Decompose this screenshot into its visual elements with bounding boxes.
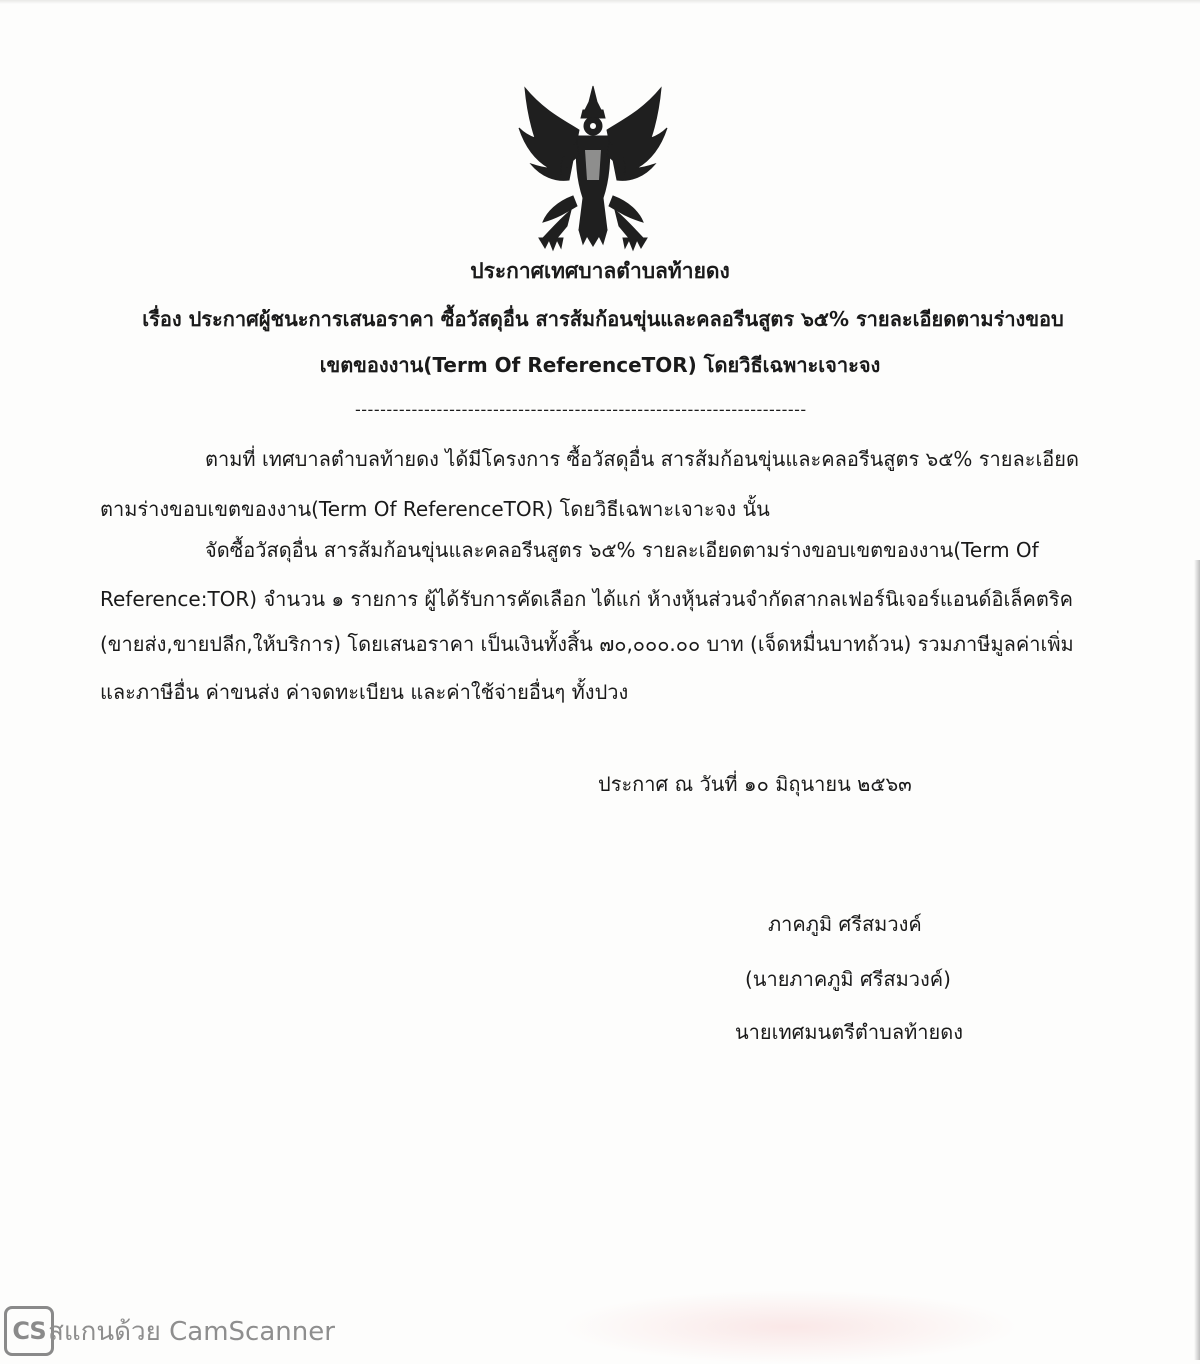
announcement-title: ประกาศเทศบาลตำบลท้ายดง	[470, 259, 730, 283]
camscanner-logo-icon: CS	[4, 1306, 54, 1356]
paragraph-2-line-1: จัดซื้อวัสดุอื่น สารส้มก้อนขุ่นและคลอรีนสูตร ๖๕% รายละเอียดตามร่างขอบเขตของงาน(Term Of	[205, 538, 1039, 562]
separator-line: ------------------------------------------------------------------------	[355, 400, 807, 419]
scan-top-edge	[0, 0, 1200, 4]
paragraph-1-line-1: ตามที่ เทศบาลตำบลท้ายดง ได้มีโครงการ ซื้อวัสดุอื่น สารส้มก้อนขุ่นและคลอรีนสูตร ๖๕% รายละเอียด	[205, 447, 1079, 471]
signature-position: นายเทศมนตรีตำบลท้ายดง	[735, 1020, 963, 1044]
paragraph-2-line-2: Reference:TOR) จำนวน ๑ รายการ ผู้ได้รับการคัดเลือก ได้แก่ ห้างหุ้นส่วนจำกัดสากลเฟอร์นิเจอร์แอนด์อิเล็คตริค	[100, 587, 1074, 611]
announcement-subject-line-1: เรื่อง ประกาศผู้ชนะการเสนอราคา ซื้อวัสดุอื่น สารส้มก้อนขุ่นและคลอรีนสูตร ๖๕% รายละเอียดตามร่างขอบ	[142, 307, 1064, 331]
paragraph-1-line-2: ตามร่างขอบเขตของงาน(Term Of ReferenceTOR) โดยวิธีเฉพาะเจาะจง นั้น	[100, 497, 770, 521]
stamp-tint	[560, 1290, 1020, 1364]
signature-name: ภาคภูมิ ศรีสมวงค์	[768, 912, 922, 936]
camscanner-watermark	[4, 1306, 335, 1356]
paragraph-2-line-4: และภาษีอื่น ค่าขนส่ง ค่าจดทะเบียน และค่าใช้จ่ายอื่นๆ ทั้งปวง	[100, 680, 629, 704]
announcement-subject-line-2: เขตของงาน(Term Of ReferenceTOR) โดยวิธีเฉพาะเจาะจง	[319, 353, 881, 377]
garuda-emblem-icon	[513, 80, 673, 252]
paragraph-2-line-3: (ขายส่ง,ขายปลีก,ให้บริการ) โดยเสนอราคา เป็นเงินทั้งสิ้น ๗๐,๐๐๐.๐๐ บาท (เจ็ดหมื่นบาทถ้วน) รวมภาษีมูลค่าเพิ่ม	[100, 632, 1074, 656]
announcement-date: ประกาศ ณ วันที่ ๑๐ มิถุนายน ๒๕๖๓	[598, 772, 912, 796]
scan-right-edge	[1194, 560, 1200, 1360]
signature-full-name: (นายภาคภูมิ ศรีสมวงค์)	[745, 967, 951, 991]
camscanner-text: สแกนด้วย CamScanner	[48, 1316, 335, 1347]
